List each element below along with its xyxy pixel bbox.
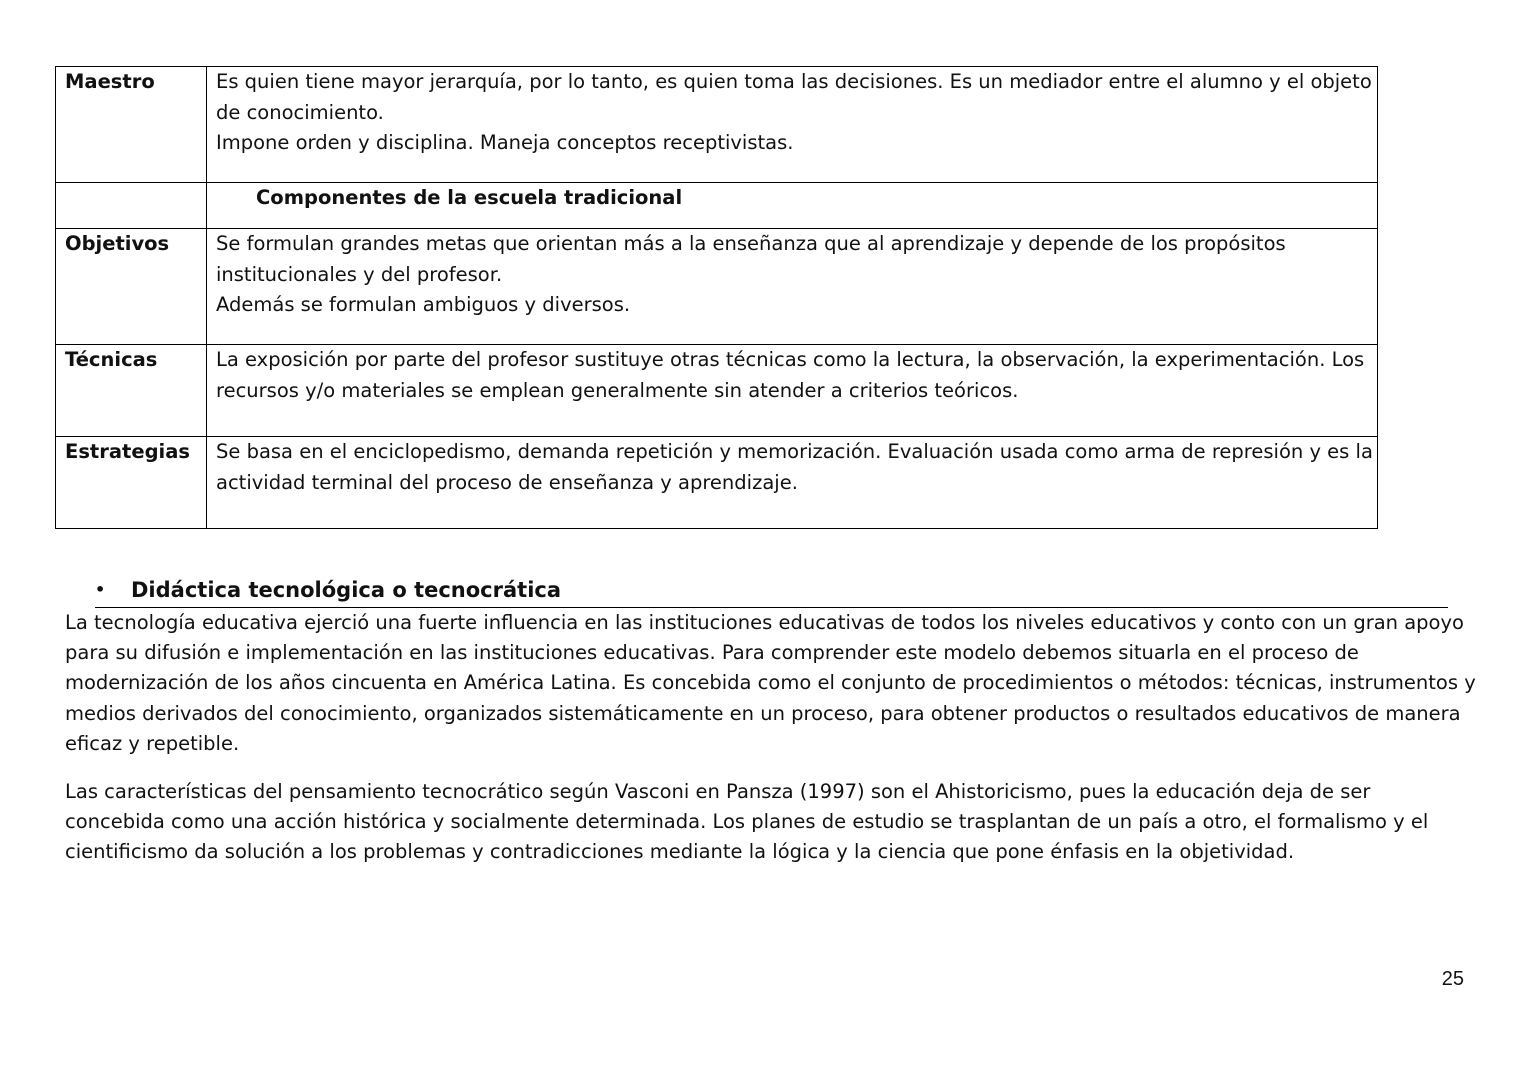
row-heading-cell [207,183,1378,229]
page-number: 25 [1441,968,1464,990]
bullet-icon: • [95,580,106,599]
section-heading [95,573,1448,608]
section-heading-text: Didáctica tecnológica o tecnocrática [131,578,562,602]
text-line: modernización de los años cincuenta en América Latina. Es concebida como el conjunto de procedimientos o métodos: técnicas, instrumentos y [65,671,1476,695]
text-line: Es quien tiene mayor jerarquía, por lo tanto, es quien toma las decisiones. Es un mediador entre el alumno y el objeto [216,70,1372,93]
table-row-objetivos [56,229,1378,345]
text-line: eficaz y repetible. [65,731,240,755]
text-line: recursos y/o materiales se emplean generalmente sin atender a criterios teóricos. [216,378,1019,402]
text-line: para su difusión e implementación en las instituciones educativas. Para comprender este modelo debemos situarla en el proceso de [65,641,1359,665]
row-text-objetivos [207,229,1378,345]
text-line: medios derivados del conocimiento, organizados sistemáticamente en un proceso, para obtener productos o resultados educativos de manera [65,701,1461,725]
text-line: de conocimiento. [216,100,384,124]
row-label-estrategias: Estrategias [56,437,207,529]
body-paragraph [65,608,1476,759]
row-text-maestro [207,67,1378,183]
row-text-estrategias [207,437,1378,529]
text-line: Las características del pensamiento tecnocrático según Vasconi en Pansza (1997) son el Ahistoricismo, pues la educación deja de ser [65,780,1371,803]
text-line: Se basa en el enciclopedismo, demanda repetición y memorización. Evaluación usada como arma de represión y es la [216,440,1373,463]
table-row-estrategias [56,437,1378,529]
text-line: Se formulan grandes metas que orientan más a la enseñanza que al aprendizaje y depende de los propósitos [216,232,1286,255]
text-line: institucionales y del profesor. [216,262,503,286]
row-label-maestro: Maestro [56,67,207,183]
text-line: Impone orden y disciplina. Maneja conceptos receptivistas. [216,131,794,154]
components-table [55,66,1378,529]
text-line: Además se formulan ambiguos y diversos. [216,293,631,316]
components-heading: Componentes de la escuela tradicional [256,186,683,209]
text-line: La exposición por parte del profesor sustituye otras técnicas como la lectura, la observación, la experimentación. Los [216,348,1365,371]
text-line: La tecnología educativa ejerció una fuerte influencia en las instituciones educativas de todos los niveles educativos y conto con un gran apoyo [65,611,1464,634]
table-row-tecnicas [56,345,1378,437]
row-text-tecnicas [207,345,1378,437]
text-line: concebida como una acción histórica y socialmente determinada. Los planes de estudio se trasplantan de un país a otro, el formalismo y el [65,810,1429,834]
text-line: actividad terminal del proceso de enseñanza y aprendizaje. [216,470,798,494]
table-row-maestro [56,67,1378,183]
text-line: cientificismo da solución a los problemas y contradicciones mediante la lógica y la ciencia que pone énfasis en la objetividad. [65,840,1295,864]
row-label-objetivos: Objetivos [56,229,207,345]
row-label-tecnicas: Técnicas [56,345,207,437]
table-row-componentes [56,183,1378,229]
row-label-empty [56,183,207,229]
body-paragraph [65,777,1465,868]
